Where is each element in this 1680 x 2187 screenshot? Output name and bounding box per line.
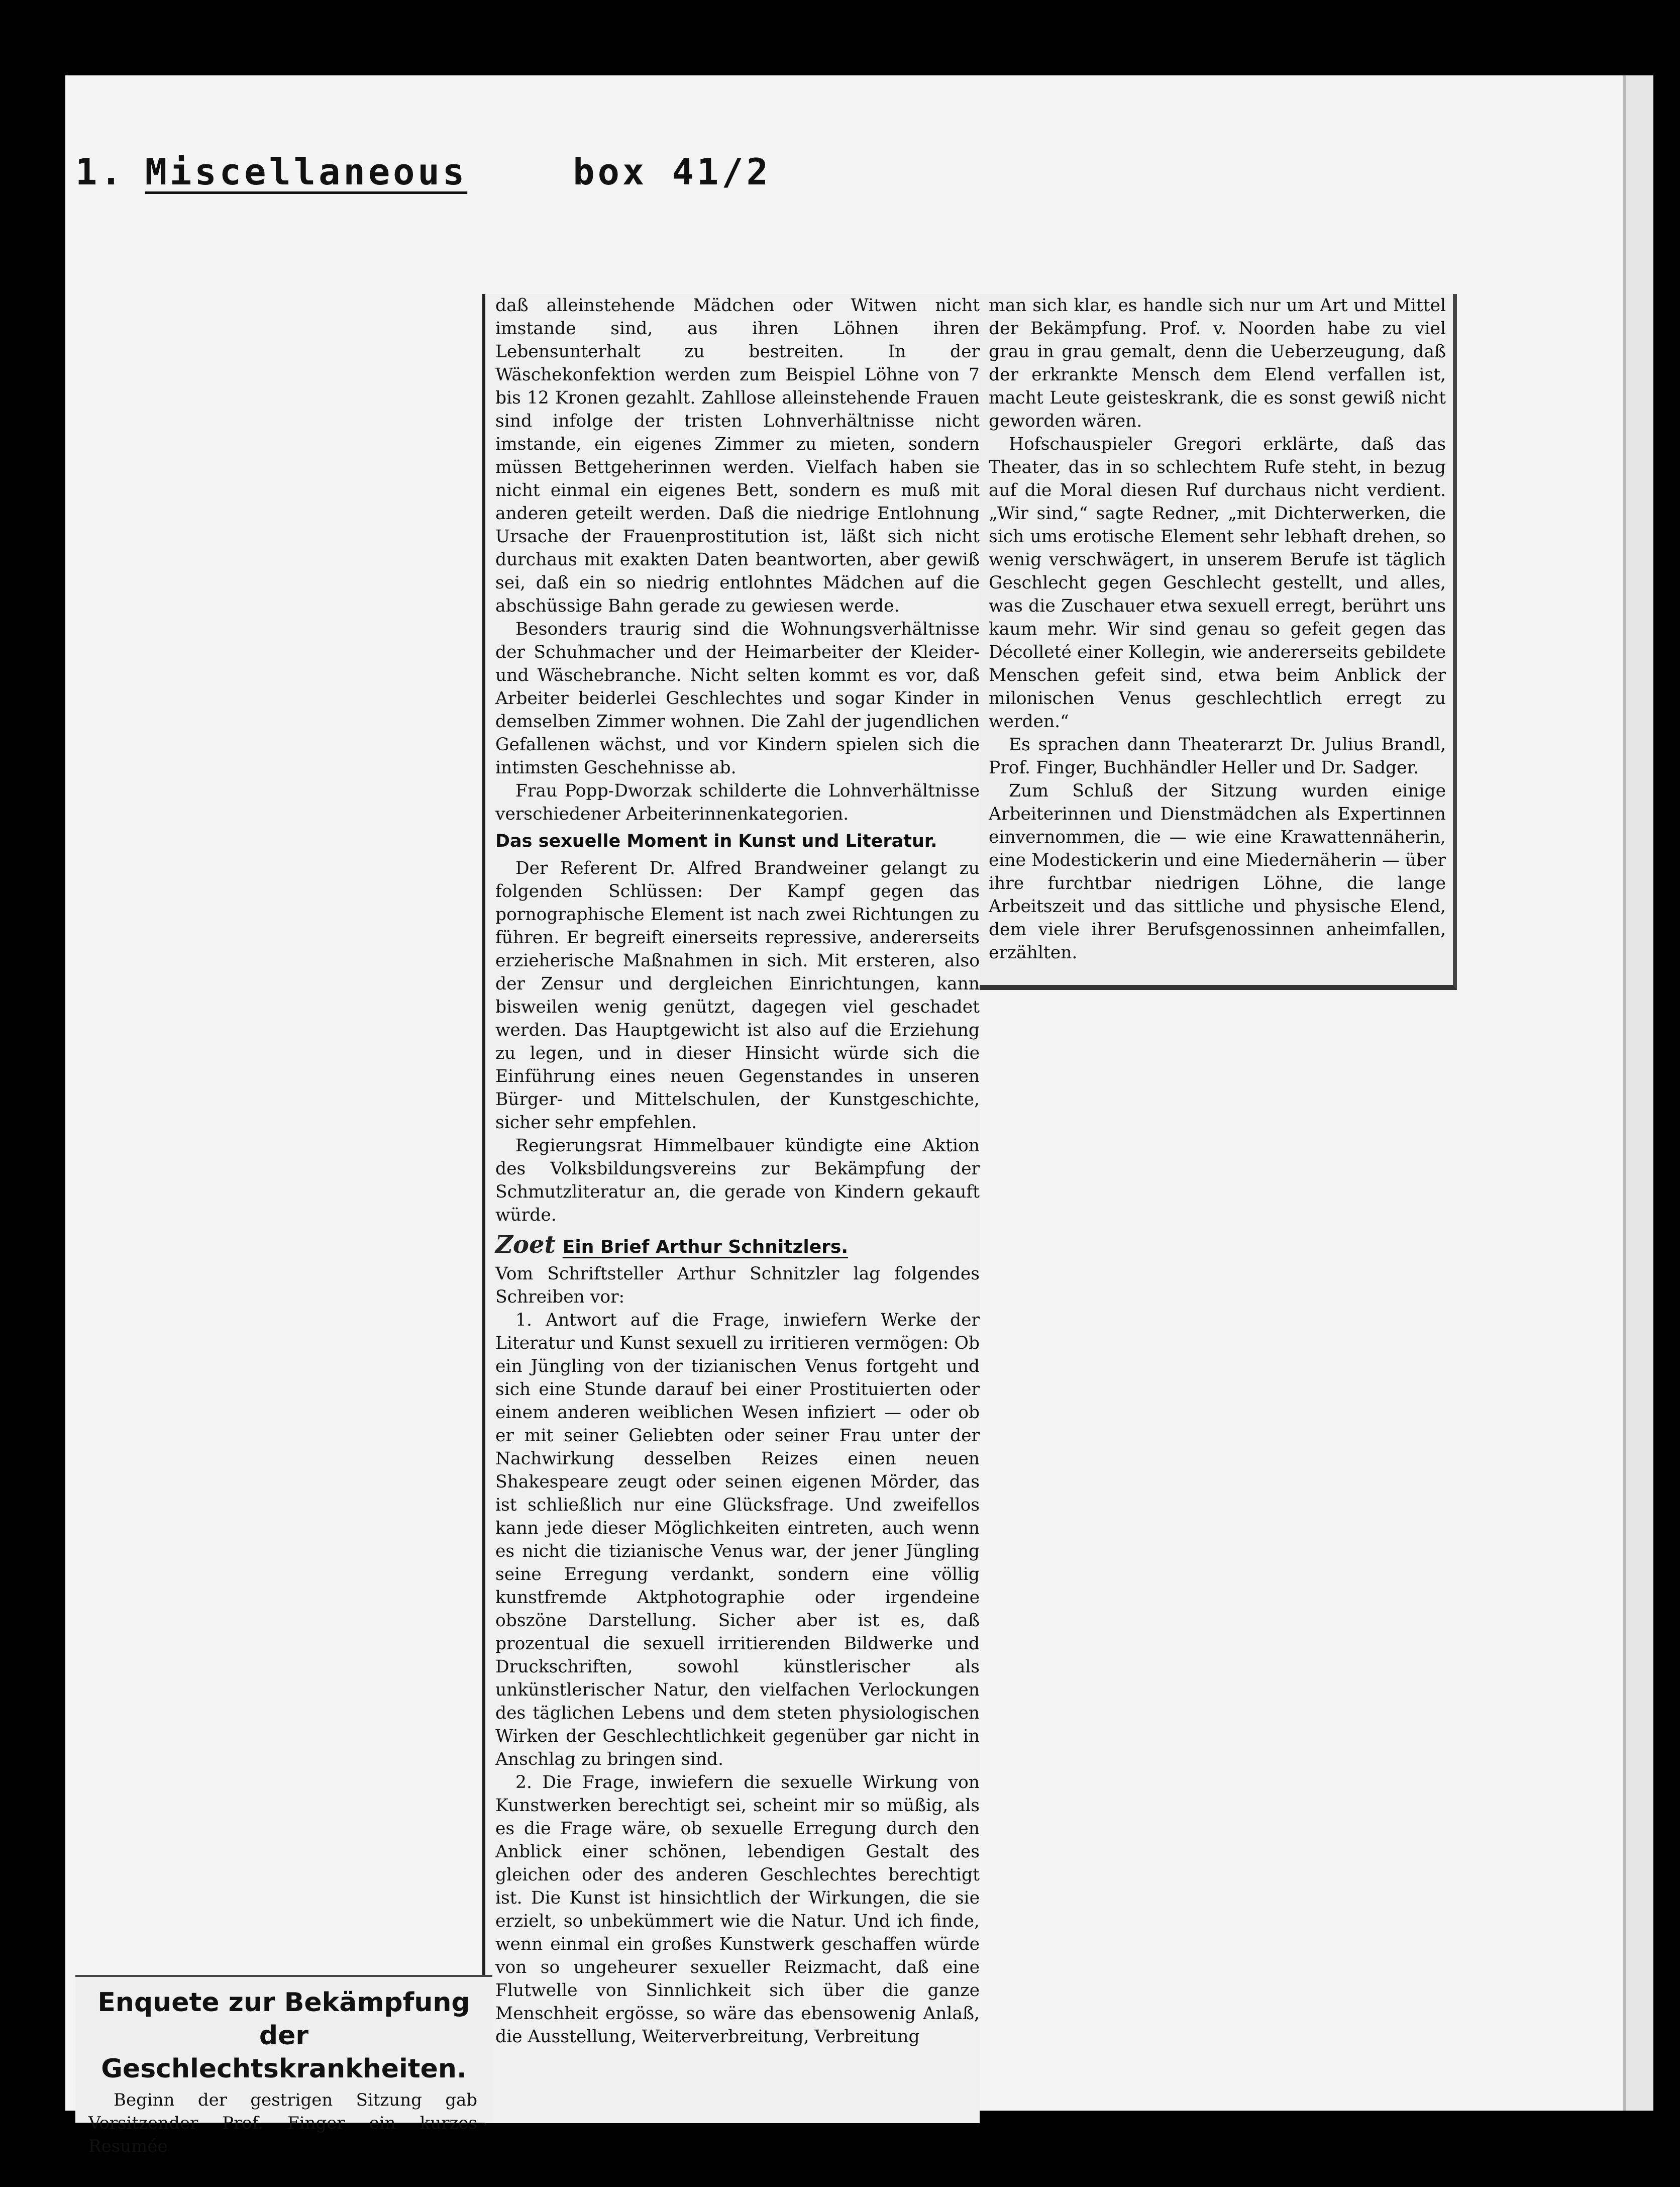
- section-heading: Das sexuelle Moment in Kunst und Literatur.: [495, 831, 937, 851]
- paragraph: Vom Schriftsteller Arthur Schnitzler lag folgendes Schreiben vor:: [495, 1264, 980, 1307]
- letter-heading: [495, 1231, 980, 1261]
- sheet-edge: [1623, 75, 1653, 2111]
- box-number: box 41/2: [573, 151, 772, 193]
- paragraph: 2. Die Frage, inwiefern die sexuelle Wirkung von Kunstwerken berechtigt sei, scheint mir so müßig, als es die Frage wäre, ob sexuelle Erregung durch den Anblick einer schönen, lebendigen Gestalt des gleichen oder des anderen Geschlechtes berechtigt ist. Die Kunst ist hinsichtlich der Wirkungen, die sie erzielt, so unbekümmert wie die Natur. Und ich finde, wenn einmal ein großes Kunstwerk geschaffen würde von so ungeheurer sexueller Reizmacht, daß eine Flutwelle von Sinnlichkeit sich über die ganze Menschheit ergösse, so wäre das ebensowenig Anlaß, die Ausstellung, Weiterverbreitung, Verbreitung: [495, 1772, 980, 2047]
- article-title-line: Enquete zur Bekämpfung der: [97, 1987, 470, 2051]
- left-clipping: [75, 1975, 492, 2156]
- paragraph: Regierungsrat Himmelbauer kündigte eine Aktion des Volksbildungsvereins zur Bekämpfung der Schmutzliteratur an, die gerade von Kindern gekauft würde.: [495, 1136, 980, 1225]
- article-body: [88, 2089, 477, 2158]
- folder-category: Miscellaneous: [145, 151, 468, 193]
- right-column-clipping: [980, 294, 1457, 990]
- paragraph: man sich klar, es handle sich nur um Art und Mittel der Bekämpfung. Prof. v. Noorden habe zu viel grau in grau gemalt, denn die Ueberzeugung, daß der erkrankte Mensch dem Elend verfallen ist, macht Leute geisteskrank, die es sonst gewiß nicht geworden wären.: [989, 295, 1446, 431]
- paragraph: Der Referent Dr. Alfred Brandweiner gelangt zu folgenden Schlüssen: Der Kampf gegen das pornographische Element ist nach zwei Richtungen zu führen. Er begreift einerseits repressive, andererseits erzieherische Maßnahmen in sich. Mit ersteren, also der Zensur und dergleichen Einrichtungen, kann bisweilen wenig genützt, dagegen viel geschadet werden. Das Hauptgewicht ist also auf die Erziehung zu legen, und in dieser Hinsicht würde sich die Einführung eines neuen Gegenstandes in unseren Bürger- und Mittelschulen, der Kunstgeschichte, sicher sehr empfehlen.: [495, 858, 980, 1133]
- main-column-text: [495, 294, 980, 2048]
- paragraph: Besonders traurig sind die Wohnungsverhältnisse der Schuhmacher und der Heimarbeiter der Kleider- und Wäschebranche. Nicht selten kommt es vor, daß Arbeiter beiderlei Geschlechtes und sogar Kinder in demselben Zimmer wohnen. Die Zahl der jugendlichen Gefallenen wächst, und vor Kindern spielen sich die intimsten Geschehnisse ab.: [495, 619, 980, 778]
- paragraph: daß alleinstehende Mädchen oder Witwen nicht imstande sind, aus ihren Löhnen ihren Lebensunterhalt zu bestreiten. In der Wäschekonfektion werden zum Beispiel Löhne von 7 bis 12 Kronen gezahlt. Zahllose alleinstehende Frauen sind infolge der tristen Lohnverhältnisse nicht imstande, ein eigenes Zimmer zu mieten, sondern müssen Bettgeherinnen werden. Vielfach haben sie nicht einmal ein eigenes Bett, sondern es muß mit anderen geteilt werden. Daß die niedrige Entlohnung Ursache der Frauenprostitution ist, läßt sich nicht durchaus mit exakten Daten beantworten, aber gewiß sei, daß ein so niedrig entlohntes Mädchen auf die abschüssige Bahn gerade zu gewiesen werde.: [495, 295, 980, 616]
- letter-title: Ein Brief Arthur Schnitzlers.: [562, 1237, 849, 1257]
- main-column-clipping: [482, 294, 980, 2123]
- folder-header: [75, 151, 771, 193]
- paragraph: Hofschauspieler Gregori erklärte, daß das Theater, das in so schlechtem Rufe steht, in bezug auf die Moral diesen Ruf durchaus nicht verdient. „Wir sind,“ sagte Redner, „mit Dichterwerken, die sich ums erotische Element sehr lebhaft drehen, so wenig verschwägert, in unserem Berufe ist täglich Geschlecht gegen Geschlecht gestellt, und alles, was die Zuschauer etwa sexuell erregt, berührt uns kaum mehr. Wir sind genau so gefeit gegen das Décolleté einer Kollegin, wie andererseits gebildete Menschen gefeit sind, etwa beim Anblick der milonischen Venus geschlechtlich erregt zu werden.“: [989, 434, 1446, 732]
- paragraph: 1. Antwort auf die Frage, inwiefern Werke der Literatur und Kunst sexuell zu irritieren vermögen: Ob ein Jüngling von der tizianischen Venus fortgeht und sich eine Stunde darauf bei einer Prostituierten oder einem anderen weiblichen Wesen infiziert — oder ob er mit seiner Geliebten oder seiner Frau unter der Nachwirkung desselben Reizes einen neuen Shakespeare zeugt oder seinen eigenen Mörder, das ist schließlich nur eine Glücksfrage. Und zweifellos kann jede dieser Möglichkeiten eintreten, auch wenn es nicht die tizianische Venus war, der jener Jüngling seine Erregung verdankt, sondern eine völlig kunstfremde Aktphotographie oder irgendeine obszöne Darstellung. Sicher aber ist es, daß prozentual die sexuell irritierenden Bildwerke und Druckschriften, sowohl künstlerischer als unkünstlerischer Natur, den vielfachen Verlockungen des täglichen Lebens und dem steten physiologischen Wirken der Geschlechtlichkeit gegenüber gar nicht in Anschlag zu bringen sind.: [495, 1310, 980, 1769]
- paragraph: Es sprachen dann Theaterarzt Dr. Julius Brandl, Prof. Finger, Buchhändler Heller und Dr. Sadger.: [989, 735, 1446, 778]
- paragraph: Beginn der gestrigen Sitzung gab Vorsitzender Prof. Finger ein kurzes Resumée: [88, 2090, 477, 2156]
- paragraph: Frau Popp-Dworzak schilderte die Lohnverhältnisse verschiedener Arbeiterinnenkategorien.: [495, 781, 980, 824]
- handwritten-note: Zoet: [495, 1231, 556, 1259]
- article-title: [75, 1986, 492, 2085]
- folder-number: 1.: [75, 151, 125, 193]
- article-title-line: Geschlechtskrankheiten.: [101, 2054, 467, 2084]
- right-column-text: [989, 294, 1446, 964]
- paragraph: Zum Schluß der Sitzung wurden einige Arbeiterinnen und Dienstmädchen als Expertinnen einvernommen, die — wie eine Krawattennäherin, eine Modestickerin und eine Miedernäherin — über ihre furchtbar niedrigen Löhne, die lange Arbeitszeit und das sittliche und physische Elend, dem viele ihrer Berufsgenossinnen anheimfallen, erzählten.: [989, 781, 1446, 963]
